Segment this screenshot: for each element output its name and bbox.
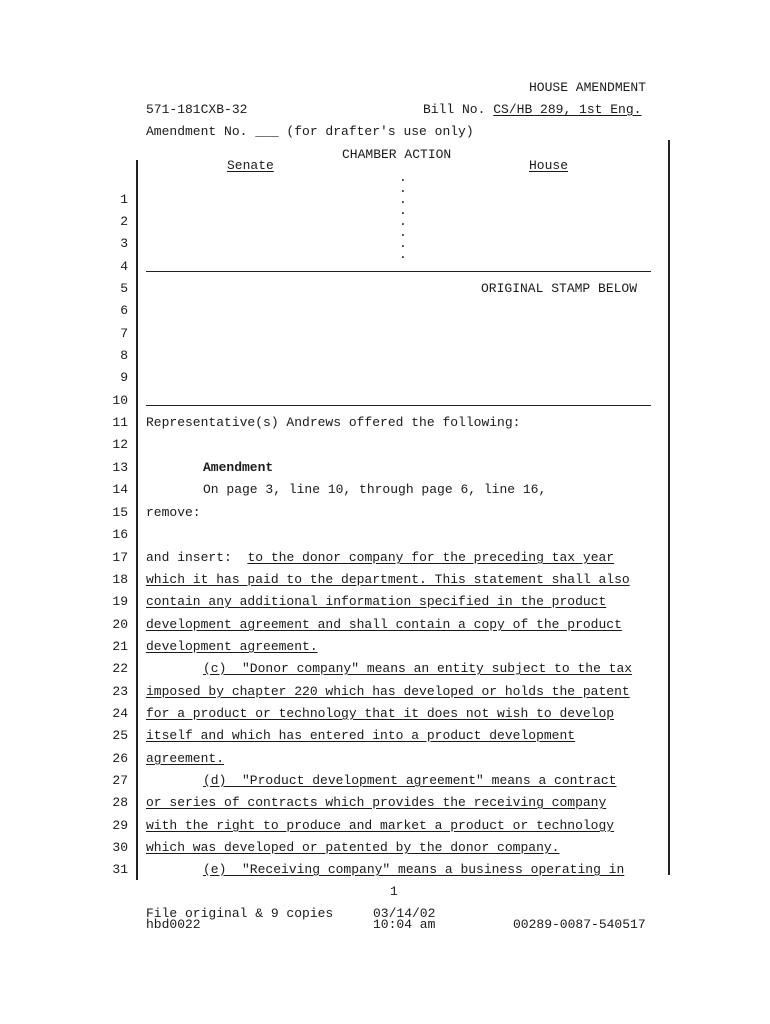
right-margin-rule — [668, 140, 670, 875]
footer-date: 03/14/02 — [373, 906, 436, 921]
line-number: 31 — [112, 862, 128, 877]
line-number: 20 — [112, 617, 128, 632]
amendment-title: Amendment — [203, 460, 274, 475]
body-line-19: contain any additional information specified in the product — [146, 594, 607, 609]
amendment-number-line: Amendment No. ___ (for drafter's use only) — [146, 124, 474, 139]
line-number: 30 — [112, 840, 128, 855]
chamber-action-title: CHAMBER ACTION — [342, 147, 452, 162]
body-line-15: remove: — [146, 505, 201, 520]
bill-prefix: Bill No. — [423, 102, 486, 117]
line-number: 24 — [112, 706, 128, 721]
line-number: 10 — [112, 393, 128, 408]
stamp-area-top-rule — [146, 271, 651, 272]
body-line-29: with the right to produce and market a product or technology — [146, 818, 615, 833]
body-line-31: (e) "Receiving company" means a business operating in — [203, 862, 625, 877]
line-number: 29 — [112, 818, 128, 833]
line-number: 26 — [112, 751, 128, 766]
line-number: 14 — [112, 482, 128, 497]
footer-time: 10:04 am — [373, 917, 436, 932]
file-code: hbd0022 — [146, 917, 201, 932]
insert-prefix: and insert: — [146, 550, 232, 565]
body-line-26: agreement. — [146, 751, 225, 766]
line-number: 28 — [112, 795, 128, 810]
sponsor-line: Representative(s) Andrews offered the following: — [146, 415, 521, 430]
left-margin-rule — [136, 160, 138, 880]
bill-number-label — [423, 102, 641, 118]
line-number: 7 — [120, 326, 128, 341]
line-number: 1 — [120, 192, 128, 207]
line-number: 21 — [112, 639, 128, 654]
body-line-20: development agreement and shall contain a copy of the product — [146, 617, 622, 632]
body-line-14: On page 3, line 10, through page 6, line 16, — [203, 482, 547, 497]
bill-number: CS/HB 289, 1st Eng. — [493, 102, 642, 117]
line-number: 23 — [112, 684, 128, 699]
line-number: 2 — [120, 214, 128, 229]
line-number: 6 — [120, 303, 128, 318]
line-number: 4 — [120, 259, 128, 274]
body-line-27: (d) "Product development agreement" means a contract — [203, 773, 617, 788]
page-number: 1 — [390, 884, 398, 899]
amendment-heading: HOUSE AMENDMENT — [529, 80, 647, 95]
line-number: 15 — [112, 505, 128, 520]
body-line-21: development agreement. — [146, 639, 318, 654]
line-number: 27 — [112, 773, 128, 788]
body-line-25: itself and which has entered into a product development — [146, 728, 576, 743]
line-number: 16 — [112, 527, 128, 542]
house-label: House — [529, 158, 569, 173]
document-code: 571-181CXB-32 — [146, 102, 248, 117]
senate-label: Senate — [227, 158, 274, 173]
body-line-24: for a product or technology that it does not wish to develop — [146, 706, 615, 721]
body-line-17 — [146, 550, 614, 566]
line-number: 5 — [120, 281, 128, 296]
line-number: 12 — [112, 437, 128, 452]
line-number: 25 — [112, 728, 128, 743]
inserted-text: to the donor company for the preceding tax year — [247, 550, 615, 565]
line-number: 11 — [112, 415, 128, 430]
body-line-28: or series of contracts which provides the receiving company — [146, 795, 607, 810]
original-stamp-label: ORIGINAL STAMP BELOW — [481, 281, 638, 296]
line-number: 13 — [112, 460, 128, 475]
line-number: 17 — [112, 550, 128, 565]
body-line-23: imposed by chapter 220 which has developed or holds the patent — [146, 684, 630, 699]
stamp-area-bottom-rule — [146, 405, 651, 406]
line-number: 9 — [120, 370, 128, 385]
file-copies: File original & 9 copies — [146, 906, 334, 921]
document-number: 00289-0087-540517 — [513, 917, 646, 932]
line-number: 8 — [120, 348, 128, 363]
line-number: 18 — [112, 572, 128, 587]
line-number: 19 — [112, 594, 128, 609]
body-line-18: which it has paid to the department. This statement shall also — [146, 572, 630, 587]
line-number: 22 — [112, 661, 128, 676]
body-line-22: (c) "Donor company" means an entity subject to the tax — [203, 661, 633, 676]
line-number: 3 — [120, 236, 128, 251]
body-line-30: which was developed or patented by the donor company. — [146, 840, 560, 855]
